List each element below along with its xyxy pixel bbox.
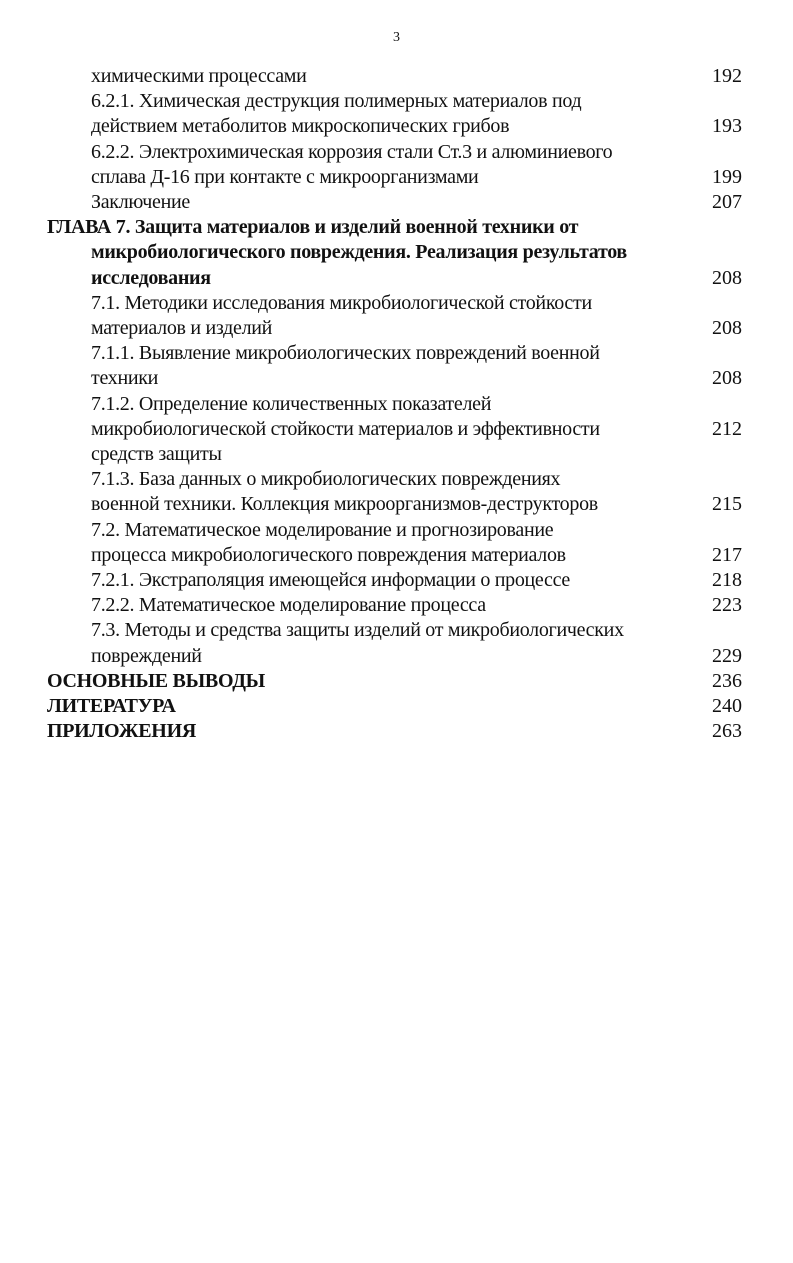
toc-entry-line [0,366,793,391]
toc-entry-title: микробиологической стойкости материалов и эффективности [91,417,600,440]
toc-entry-line [0,316,793,341]
toc-entry-title: ПРИЛОЖЕНИЯ [47,720,196,743]
toc-entry-title: средств защиты [91,443,222,465]
toc-entry-title: сплава Д-16 при контакте с микроорганизмами [91,165,479,188]
toc-entry-line [0,190,793,215]
toc-entry-page: 208 [712,317,742,339]
toc-entry-title: 7.1.3. База данных о микробиологических повреждениях [91,468,561,491]
toc-entry-line [0,618,793,643]
toc-entry-page: 229 [712,644,742,667]
toc-entry-page: 199 [712,165,742,188]
toc-entry-title: повреждений [91,644,202,667]
toc-entry-title: техники [91,367,159,390]
toc-entry-page: 212 [712,417,742,440]
toc-entry-page: 218 [712,569,742,591]
toc-entry-page: 217 [712,543,742,566]
toc-entry-title: ОСНОВНЫЕ ВЫВОДЫ [47,669,266,692]
page-number: 3 [393,30,400,45]
toc-entry-line [0,89,793,114]
toc-entry-line [0,140,793,165]
toc-entry-line [0,492,793,517]
toc-entry-title: 7.1.2. Определение количественных показателей [91,392,492,415]
toc-entry-title: 6.2.2. Электрохимическая коррозия стали Ст.3 и алюминиевого [91,140,613,163]
toc-entry-title: процесса микробиологического повреждения материалов [91,543,566,566]
toc-entry-line [0,165,793,190]
toc-entry-line [0,518,793,543]
toc-entry-line [0,341,793,366]
toc-entry-line [0,64,793,89]
toc-entry-title: Заключение [91,191,190,213]
toc-entry-line [0,417,793,442]
toc-entry-title: 7.3. Методы и средства защиты изделий от микробиологических [91,619,624,642]
toc-entry-line [0,644,793,669]
toc-entry-line [0,568,793,593]
toc-entry-page: 240 [712,695,742,717]
toc-entry-line [0,719,793,744]
toc-entry-line [0,215,793,240]
toc-entry-line [0,593,793,618]
toc-entry-line [0,240,793,265]
toc-entry-page: 192 [712,65,742,87]
toc-entry-title: химическими процессами [91,65,307,87]
toc-entry-page: 208 [712,367,742,390]
toc-entry-title: 6.2.1. Химическая деструкция полимерных материалов под [91,90,582,113]
toc-entry-line [0,392,793,417]
toc-entry-line [0,694,793,719]
toc-entry-title: ЛИТЕРАТУРА [47,695,176,717]
toc-entry-title: микробиологического повреждения. Реализация результатов [91,241,627,264]
toc-entry-page: 208 [712,266,742,289]
toc-entry-line [0,543,793,568]
toc-entry-line [0,291,793,316]
toc-entry-title: исследования [91,266,211,289]
toc-entry-line [0,467,793,492]
toc-entry-line [0,266,793,291]
toc-entry-page: 215 [712,493,742,516]
toc-entry-page: 236 [712,669,742,692]
toc-entry-title: материалов и изделий [91,317,273,339]
toc-entry-page: 207 [712,191,742,213]
toc-entry-page: 263 [712,720,742,743]
toc-entry-title: 7.2.1. Экстраполяция имеющейся информации о процессе [91,569,570,591]
toc-entry-title: 7.1.1. Выявление микробиологических повреждений военной [91,342,600,365]
toc-entry-page: 223 [712,594,742,617]
toc-entry-line [0,442,793,467]
toc-entry-title: 7.1. Методики исследования микробиологической стойкости [91,291,592,314]
toc-entry-line [0,114,793,139]
toc-entry-title: 7.2.2. Математическое моделирование процесса [91,594,486,617]
toc-entry-page: 193 [712,115,742,138]
toc-entry-title: 7.2. Математическое моделирование и прогнозирование [91,518,554,541]
toc-entry-title: военной техники. Коллекция микроорганизмов-деструкторов [91,493,598,516]
toc-entry-title: действием метаболитов микроскопических грибов [91,115,510,138]
toc-entry-line [0,669,793,694]
toc-entry-title: ГЛАВА 7. Защита материалов и изделий военной техники от [47,216,579,239]
